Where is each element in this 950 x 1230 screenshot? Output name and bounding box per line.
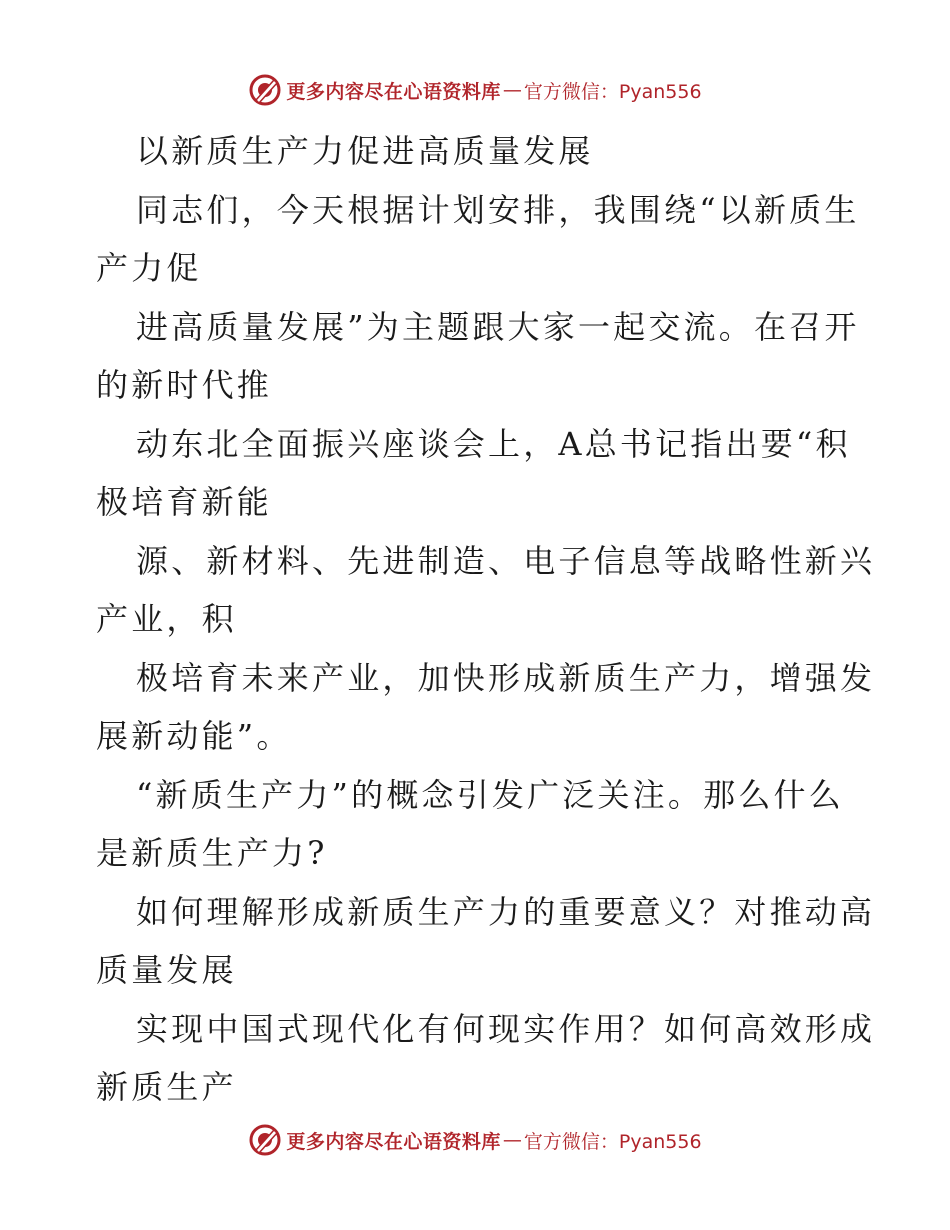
text-line: 源、新材料、先进制造、电子信息等战略性新兴 xyxy=(136,541,876,580)
banner-main-text: 更多内容尽在心语资料库 xyxy=(286,80,501,103)
document-body xyxy=(96,122,876,1117)
text-line: 质量发展 xyxy=(96,951,237,989)
text-line: 同志们，今天根据计划安排，我围绕“以新质生 xyxy=(136,190,860,229)
text-line: 产业，积 xyxy=(96,600,237,638)
text-line: 如何理解形成新质生产力的重要意义？对推动高 xyxy=(136,892,876,931)
text-line: 产力促 xyxy=(96,249,202,287)
text-line: 进高质量发展”为主题跟大家一起交流。在召开 xyxy=(136,307,860,346)
text-line: 动东北全面振兴座谈会上，A总书记指出要“积 xyxy=(136,424,851,463)
banner-separator: — xyxy=(502,79,522,101)
text-line: 的新时代推 xyxy=(96,366,273,404)
text-line: 极培育新能 xyxy=(96,483,273,521)
banner-main-text: 更多内容尽在心语资料库 xyxy=(286,1130,501,1153)
pen-badge-icon xyxy=(248,1123,282,1157)
text-line: 极培育未来产业，加快形成新质生产力，增强发 xyxy=(136,658,876,697)
document-title: 以新质生产力促进高质量发展 xyxy=(136,132,594,170)
header-banner xyxy=(0,70,950,110)
banner-account: 官方微信：Pyan556 xyxy=(523,80,702,103)
pen-badge-icon xyxy=(248,73,282,107)
text-line: 实现中国式现代化有何现实作用？如何高效形成 xyxy=(136,1009,876,1048)
text-line: 是新质生产力? xyxy=(96,834,328,872)
text-line: 展新动能”。 xyxy=(96,717,292,755)
banner-account: 官方微信：Pyan556 xyxy=(523,1130,702,1153)
text-line: “新质生产力”的概念引发广泛关注。那么什么 xyxy=(136,775,844,814)
banner-separator: — xyxy=(502,1129,522,1151)
footer-banner xyxy=(0,1120,950,1160)
text-line: 新质生产 xyxy=(96,1068,237,1106)
